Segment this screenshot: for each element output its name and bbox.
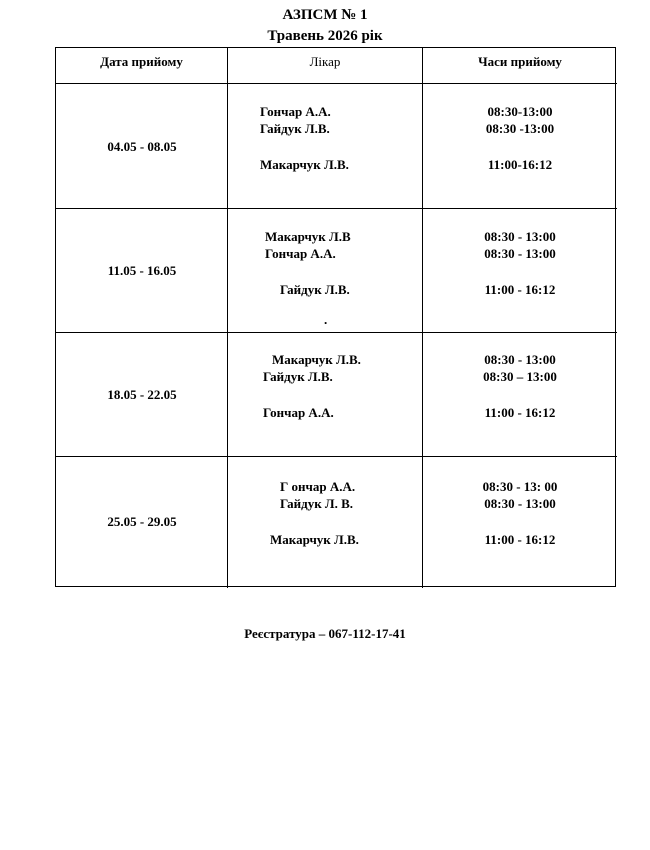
doctor-name: Гайдук Л.В. (280, 282, 350, 297)
hours-value: 08:30 - 13: 00 (482, 479, 558, 494)
doctor-name: Гайдук Л. В. (280, 496, 354, 511)
hours-value: 08:30 -13:00 (485, 121, 555, 136)
hours-value: 11:00 - 16:12 (484, 532, 556, 547)
stray-dot: . (324, 312, 328, 327)
hours-value: 08:30 - 13:00 (484, 229, 556, 244)
doctor-name: Гончар А.А. (260, 104, 331, 119)
table-row (56, 84, 617, 209)
page-title: АЗПСМ № 1 (282, 7, 368, 23)
schedule-table (55, 47, 616, 587)
doctor-name: Макарчук Л.В (265, 229, 351, 244)
doctor-cell (228, 457, 423, 588)
hours-cell (423, 457, 617, 588)
table-row (56, 457, 617, 588)
doctor-name: Гайдук Л.В. (260, 121, 330, 136)
hours-value: 11:00-16:12 (487, 157, 553, 172)
date-range: 18.05 - 22.05 (107, 387, 177, 402)
doctor-cell (228, 84, 423, 208)
date-range: 04.05 - 08.05 (107, 139, 177, 154)
doctor-name: Гончар А.А. (263, 405, 334, 420)
registry-phone: Реєстратура – 067-112-17-41 (244, 626, 406, 641)
doctor-name: Гайдук Л.В. (263, 369, 333, 384)
doctor-name: Гончар А.А. (265, 246, 336, 261)
column-header-doctor: Лікар (228, 48, 423, 84)
hours-cell (423, 209, 617, 332)
doctor-cell (228, 209, 423, 332)
doctor-name: Макарчук Л.В. (260, 157, 349, 172)
table-row (56, 333, 617, 457)
doctor-cell (228, 333, 423, 456)
date-cell (56, 209, 228, 332)
hours-value: 08:30 – 13:00 (483, 369, 557, 384)
page-subtitle-period: Травень 2026 рік (267, 28, 383, 44)
date-range: 11.05 - 16.05 (107, 263, 177, 278)
date-cell (56, 84, 228, 208)
table-row (56, 209, 617, 333)
doctor-name: Макарчук Л.В. (270, 532, 359, 547)
hours-value: 11:00 - 16:12 (484, 282, 556, 297)
hours-value: 08:30 - 13:00 (484, 496, 556, 511)
column-header-hours: Часи прийому (423, 48, 617, 84)
hours-value: 08:30-13:00 (487, 104, 553, 119)
hours-cell (423, 84, 617, 208)
doctor-name: Г ончар А.А. (280, 479, 356, 494)
column-header-date: Дата прийому (56, 48, 228, 84)
hours-cell (423, 333, 617, 456)
date-cell (56, 457, 228, 588)
date-range: 25.05 - 29.05 (107, 514, 177, 529)
hours-value: 08:30 - 13:00 (484, 352, 556, 367)
hours-value: 08:30 - 13:00 (484, 246, 556, 261)
doctor-name: Макарчук Л.В. (272, 352, 361, 367)
hours-value: 11:00 - 16:12 (484, 405, 556, 420)
date-cell (56, 333, 228, 456)
